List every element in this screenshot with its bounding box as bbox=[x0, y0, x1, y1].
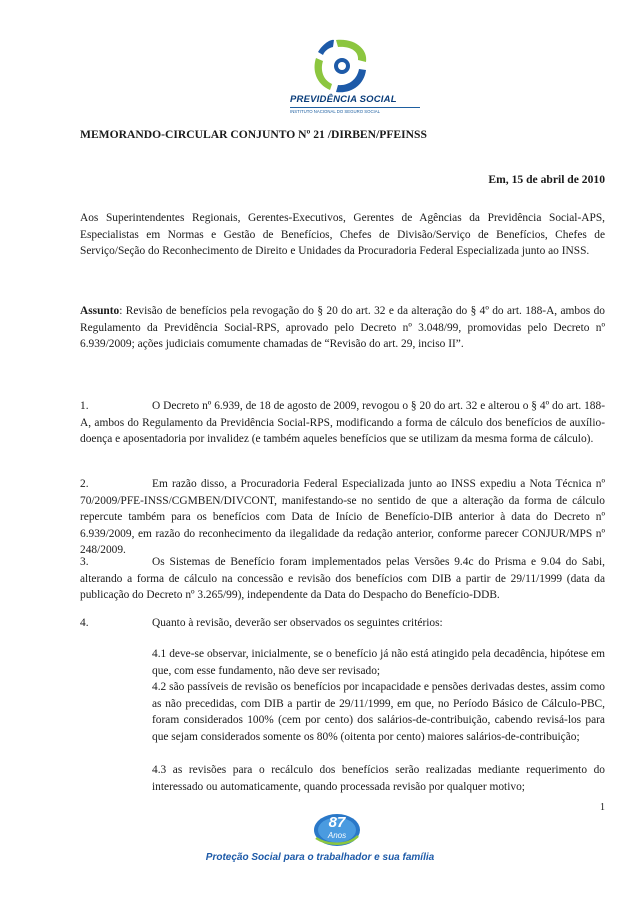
badge-number: 87 bbox=[328, 814, 346, 831]
item-number: 2. bbox=[80, 478, 89, 490]
item-2 bbox=[80, 476, 605, 559]
subject-label: Assunto bbox=[80, 305, 120, 317]
memo-title: MEMORANDO-CIRCULAR CONJUNTO Nº 21 /DIRBEN/PFEINSS bbox=[80, 128, 427, 141]
memo-date: Em, 15 de abril de 2010 bbox=[488, 173, 605, 186]
footer-slogan: Proteção Social para o trabalhador e sua família bbox=[205, 852, 435, 863]
criterion-4-1: 4.1 deve-se observar, inicialmente, se o benefício já não está atingido pela decadência, hipótese em que, com esse fundamento, não deve ser revisado; bbox=[152, 648, 605, 677]
item-number: 3. bbox=[80, 556, 89, 568]
item-4 bbox=[80, 615, 605, 632]
item-number: 4. bbox=[80, 617, 89, 629]
item-text: Em razão disso, a Procuradoria Federal Especializada junto ao INSS expediu a Nota Técnica nº 70/2009/PFE-INSS/CGMBEN/DIVCONT, manifestando-se no sentido de que a alteração da forma de cálculo repercute também para os benefícios com Data de Início de Benefício-DIB anterior à data do Decreto nº 6.939/2009, em razão do reconhecimento da ilegalidade da redação anterior, conforme parecer CONJUR/MPS nº 248/2009. bbox=[80, 478, 605, 557]
anniversary-badge bbox=[312, 812, 362, 848]
criterion-4-3: 4.3 as revisões para o recálculo dos benefícios serão realizadas mediante requerimento do interessado ou automaticamente, quando processada revisão por qualquer motivo; bbox=[152, 764, 605, 793]
item-text: O Decreto nº 6.939, de 18 de agosto de 2009, revogou o § 20 do art. 32 e alterou o § 4º do art. 188-A, ambos do Regulamento da Previdência Social-RPS, modificando a forma de cálculo dos benefícios de auxílio-doença e aposentadoria por invalidez (e também aqueles benefícios que se utilizam da mesma forma de cálculo). bbox=[80, 400, 605, 446]
item-1 bbox=[80, 398, 605, 448]
page-number: 1 bbox=[600, 802, 605, 813]
item-3 bbox=[80, 554, 605, 604]
logo-emblem-icon bbox=[280, 36, 420, 96]
item-text: Os Sistemas de Benefício foram implementados pelas Versões 9.4c do Prisma e 9.04 do Sabi, alterando a forma de cálculo na concessão e revisão dos benefícios com DIB a partir de 29/11/1999 (data da publicação do Decreto nº 3.265/99), independente da Data do Despacho do Benefício-DDB. bbox=[80, 556, 605, 602]
addressees-paragraph: Aos Superintendentes Regionais, Gerentes-Executivos, Gerentes de Agências da Previdência Social-APS, Especialistas em Normas e Gestão de Benefícios, Chefes de Divisão/Serviço de Benefícios, Chefes de Serviço/Seção do Reconhecimento de Direito e Unidades da Procuradoria Federal Especializada junto ao INSS. bbox=[80, 212, 605, 258]
item-text: Quanto à revisão, deverão ser observados os seguintes critérios: bbox=[152, 617, 443, 629]
badge-word: Anos bbox=[327, 831, 347, 840]
subject-text: : Revisão de benefícios pela revogação do § 20 do art. 32 e da alteração do § 4º do art. 188-A, ambos do Regulamento da Previdência Social-RPS, aprovado pelo Decreto nº 3.048/99, promovidas pelo Decreto nº 6.939/2009; ações judiciais comumente chamadas de “Revisão do art. 29, inciso II”. bbox=[80, 305, 605, 351]
logo-title: PREVIDÊNCIA SOCIAL bbox=[290, 94, 397, 105]
logo-subtitle: INSTITUTO NACIONAL DO SEGURO SOCIAL bbox=[290, 107, 420, 114]
item-number: 1. bbox=[80, 400, 89, 412]
previdencia-logo bbox=[280, 36, 420, 118]
subject-paragraph bbox=[80, 303, 605, 353]
criterion-4-2: 4.2 são passíveis de revisão os benefícios por incapacidade e pensões derivadas destes, assim como as não precedidas, com DIB a partir de 29/11/1999, em que, no Período Básico de Cálculo-PBC, foram considerados 100% (cem por cento) dos salários-de-contribuição, cabendo revisá-los para que sejam considerados somente os 80% (oitenta por cento) maiores salários-de-contribuição; bbox=[152, 681, 605, 743]
